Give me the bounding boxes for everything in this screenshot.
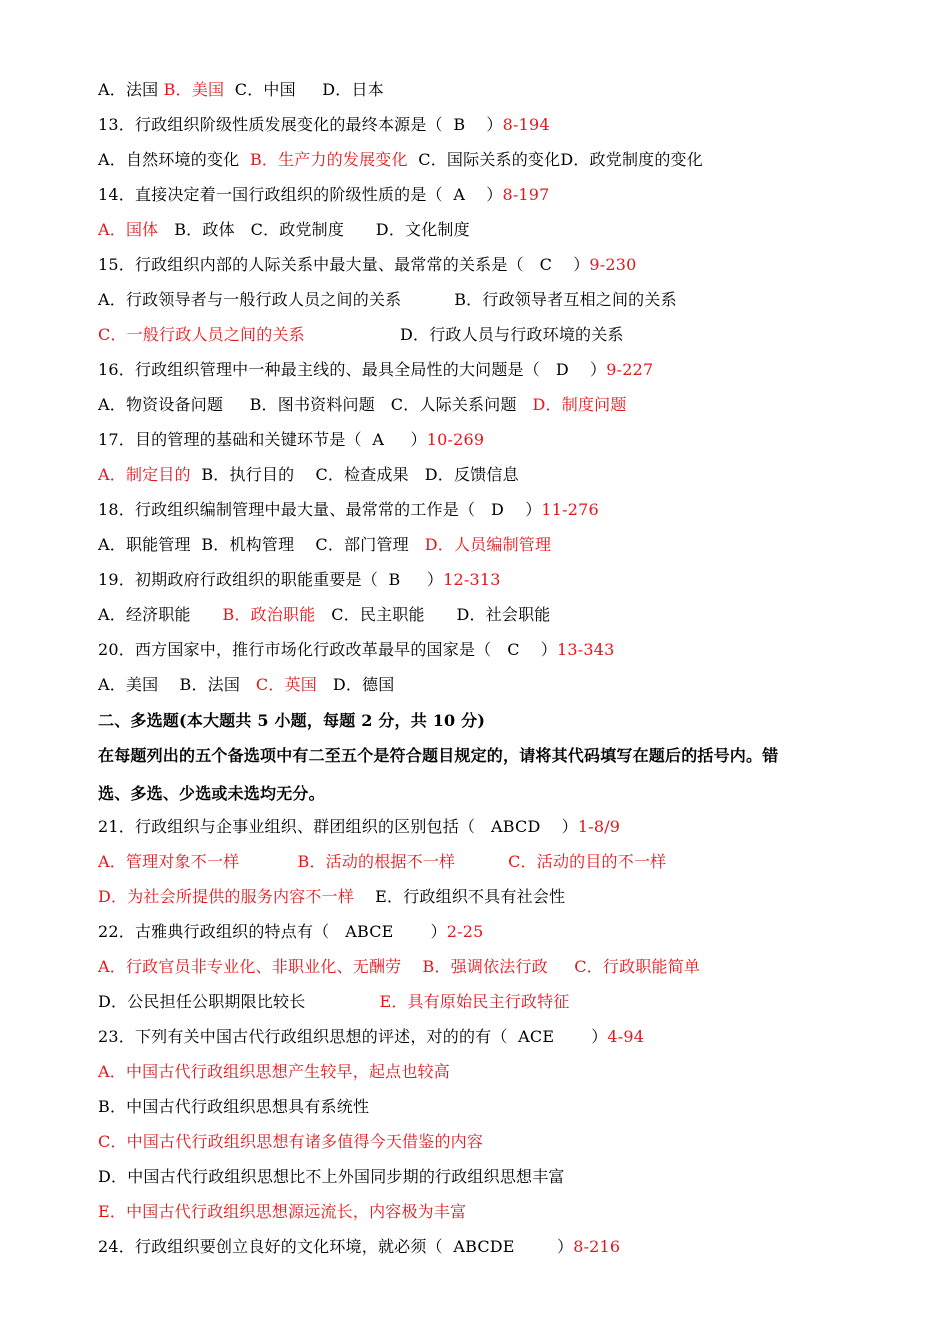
answer-highlight-text: 8-197 (502, 185, 550, 204)
text-segment: 20．西方国家中，推行市场化行政改革最早的国家是（ C ） (98, 640, 558, 659)
answer-highlight-text: 12-313 (443, 570, 501, 589)
question-line (98, 325, 624, 345)
text-segment: 13．行政组织阶级性质发展变化的最终本源是（ B ） (98, 115, 503, 134)
answer-highlight-text: 2-25 (446, 922, 484, 941)
text-segment: B．执行目的 C．检查成果 D．反馈信息 (190, 465, 519, 484)
answer-highlight-text: A．国体 (98, 220, 159, 239)
question-line (98, 115, 550, 135)
question-line (98, 220, 470, 240)
text-segment: A．美国 B．法国 (98, 675, 256, 694)
question-line (98, 1202, 466, 1222)
question-line (98, 957, 700, 977)
answer-highlight-text: D．人员编制管理 (424, 535, 552, 554)
text-segment: A．物资设备问题 B．图书资料问题 C．人际关系问题 (98, 395, 533, 414)
question-line (98, 430, 484, 450)
answer-highlight-text: 9-227 (606, 360, 654, 379)
text-segment: A．经济职能 (98, 605, 223, 624)
answer-highlight-text: A．行政官员非专业化、非职业化、无酬劳 B．强调依法行政 C．行政职能简单 (98, 957, 701, 976)
question-line (98, 817, 620, 837)
answer-highlight-text: 13-343 (557, 640, 615, 659)
text-segment: E．行政组织不具有社会性 (354, 887, 566, 906)
text-segment: 15．行政组织内部的人际关系中最大量、最常常的关系是（ C ） (98, 255, 590, 274)
text-segment: 17．目的管理的基础和关键环节是（ A ） (98, 430, 427, 449)
question-line (98, 395, 627, 415)
section-instruction-line (98, 784, 325, 804)
answer-highlight-text: 8-216 (573, 1237, 621, 1256)
answer-highlight-text: C．中国古代行政组织思想有诸多值得今天借鉴的内容 (98, 1132, 484, 1151)
question-line (98, 640, 615, 660)
text-segment: B．政体 C．政党制度 D．文化制度 (158, 220, 470, 239)
text-segment: D．行政人员与行政环境的关系 (304, 325, 624, 344)
question-line (98, 465, 519, 485)
answer-highlight-text: 1-8/9 (577, 817, 621, 836)
text-segment: A．法国 (98, 80, 164, 99)
answer-highlight-text: 10-269 (426, 430, 485, 449)
answer-highlight-text: C．一般行政人员之间的关系 (98, 325, 305, 344)
question-line (98, 1097, 369, 1117)
question-line (98, 1062, 450, 1082)
text-segment: 16．行政组织管理中一种最主线的、最具全局性的大问题是（ D ） (98, 360, 607, 379)
question-line (98, 1237, 620, 1257)
text-segment: 22．古雅典行政组织的特点有（ ABCE ） (98, 922, 447, 941)
question-line (98, 185, 550, 205)
answer-highlight-text: A．中国古代行政组织思想产生较早，起点也较高 (98, 1062, 450, 1081)
text-segment: A．职能管理 B．机构管理 C．部门管理 (98, 535, 425, 554)
text-segment: 选、多选、少选或未选均无分。 (98, 784, 325, 803)
text-segment: C．国际关系的变化D．政党制度的变化 (407, 150, 703, 169)
question-line (98, 255, 637, 275)
answer-highlight-text: D．制度问题 (532, 395, 627, 414)
text-segment: A．自然环境的变化 (98, 150, 250, 169)
text-segment: D．德国 (316, 675, 395, 694)
question-line (98, 500, 599, 520)
question-line (98, 852, 666, 872)
section-instruction-line (98, 746, 778, 766)
text-segment: 二、多选题(本大题共 5 小题，每题 2 分，共 10 分) (98, 711, 486, 730)
text-segment: D．中国古代行政组织思想比不上外国同步期的行政组织思想丰富 (98, 1167, 565, 1186)
question-line (98, 992, 570, 1012)
question-line (98, 887, 565, 907)
text-segment: 18．行政组织编制管理中最大量、最常常的工作是（ D ） (98, 500, 542, 519)
question-line (98, 1167, 565, 1187)
question-line (98, 360, 653, 380)
answer-highlight-text: B．政治职能 (222, 605, 316, 624)
answer-highlight-text: A．管理对象不一样 B．活动的根据不一样 C．活动的目的不一样 (98, 852, 667, 871)
answer-highlight-text: E．中国古代行政组织思想源远流长，内容极为丰富 (98, 1202, 467, 1221)
text-segment: 23．下列有关中国古代行政组织思想的评述，对的的有（ ACE ） (98, 1027, 608, 1046)
answer-highlight-text: 4-94 (607, 1027, 645, 1046)
answer-highlight-text: 9-230 (589, 255, 637, 274)
text-segment: D．公民担任公职期限比较长 (98, 992, 380, 1011)
text-segment: 在每题列出的五个备选项中有二至五个是符合题目规定的，请将其代码填写在题后的括号内。错 (98, 746, 779, 765)
question-line (98, 150, 703, 170)
answer-highlight-text: E．具有原始民主行政特征 (379, 992, 570, 1011)
answer-highlight-text: D．为社会所提供的服务内容不一样 (98, 887, 355, 906)
question-line (98, 80, 384, 100)
question-line (98, 605, 551, 625)
text-segment: 21．行政组织与企事业组织、群团组织的区别包括（ ABCD ） (98, 817, 578, 836)
answer-highlight-text: 11-276 (541, 500, 599, 519)
question-line (98, 1132, 483, 1152)
answer-highlight-text: B．生产力的发展变化 (249, 150, 408, 169)
answer-highlight-text: C．英国 (255, 675, 317, 694)
text-segment: C．中国 D．日本 (224, 80, 384, 99)
section-instruction-line (98, 711, 485, 731)
question-line (98, 570, 501, 590)
question-line (98, 922, 484, 942)
question-line (98, 675, 394, 695)
text-segment: 19．初期政府行政组织的职能重要是（ B ） (98, 570, 444, 589)
answer-highlight-text: 8-194 (502, 115, 550, 134)
text-segment: 14．直接决定着一国行政组织的阶级性质的是（ A ） (98, 185, 503, 204)
text-segment: A．行政领导者与一般行政人员之间的关系 B．行政领导者互相之间的关系 (98, 290, 677, 309)
text-segment: C．民主职能 D．社会职能 (315, 605, 551, 624)
text-segment: B．中国古代行政组织思想具有系统性 (98, 1097, 370, 1116)
answer-highlight-text: B．美国 (163, 80, 225, 99)
question-line (98, 535, 551, 555)
question-line (98, 1027, 644, 1047)
text-segment: 24．行政组织要创立良好的文化环境，就必须（ ABCDE ） (98, 1237, 574, 1256)
answer-highlight-text: A．制定目的 (98, 465, 191, 484)
question-line (98, 290, 677, 310)
